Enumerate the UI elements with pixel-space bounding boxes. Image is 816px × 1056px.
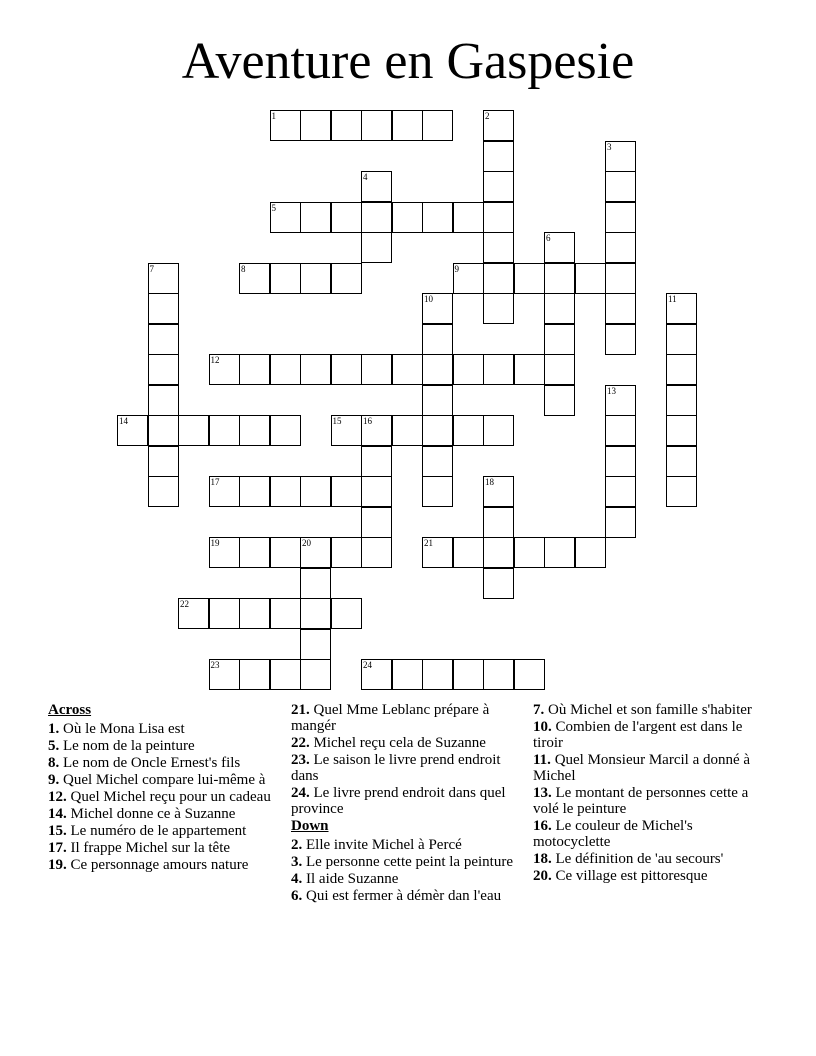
grid-cell[interactable] xyxy=(392,415,423,446)
grid-cell[interactable] xyxy=(666,354,697,385)
grid-cell[interactable] xyxy=(148,324,179,355)
grid-cell[interactable] xyxy=(453,537,484,568)
grid-cell[interactable] xyxy=(361,507,392,538)
grid-cell[interactable] xyxy=(392,659,423,690)
grid-cell[interactable] xyxy=(575,263,606,294)
grid-cell[interactable] xyxy=(666,446,697,477)
grid-cell[interactable] xyxy=(331,537,362,568)
grid-cell[interactable] xyxy=(605,293,636,324)
grid-cell[interactable] xyxy=(300,263,331,294)
cell-number: 2 xyxy=(485,111,490,121)
cell-number: 19 xyxy=(210,538,220,548)
grid-cell[interactable] xyxy=(300,476,331,507)
grid-cell[interactable] xyxy=(331,263,362,294)
grid-cell[interactable] xyxy=(483,537,514,568)
grid-cell[interactable] xyxy=(544,385,575,416)
grid-cell[interactable] xyxy=(239,476,270,507)
grid-cell[interactable] xyxy=(422,415,453,446)
grid-cell[interactable] xyxy=(453,354,484,385)
grid-cell[interactable] xyxy=(666,385,697,416)
cell-number: 8 xyxy=(241,263,246,274)
grid-cell[interactable] xyxy=(666,415,697,446)
grid-cell[interactable] xyxy=(331,476,362,507)
grid-cell[interactable] xyxy=(361,537,392,568)
grid-cell[interactable] xyxy=(148,293,179,324)
cell-number: 21 xyxy=(424,538,433,548)
cell-number: 10 xyxy=(424,294,433,304)
cell-number: 6 xyxy=(546,233,551,243)
cell-number: 12 xyxy=(210,355,220,365)
grid-cell[interactable] xyxy=(483,202,514,233)
grid-cell[interactable] xyxy=(605,415,636,446)
grid-cell[interactable] xyxy=(605,507,636,538)
grid-cell[interactable] xyxy=(239,659,270,690)
grid-cell[interactable] xyxy=(148,446,179,477)
clue-across-23: 23. Le saison le livre prend endroit dans xyxy=(291,752,501,784)
grid-cell[interactable] xyxy=(270,354,301,385)
grid-cell[interactable] xyxy=(331,110,362,141)
grid-cell[interactable] xyxy=(148,385,179,416)
grid-cell[interactable] xyxy=(544,263,575,294)
grid-cell[interactable] xyxy=(300,568,331,599)
cell-number: 16 xyxy=(363,416,372,426)
across-heading: Across xyxy=(48,702,92,718)
grid-cell[interactable] xyxy=(666,324,697,355)
grid-cell[interactable] xyxy=(300,659,331,690)
grid-cell[interactable] xyxy=(300,354,331,385)
grid-cell[interactable] xyxy=(300,629,331,660)
grid-cell[interactable] xyxy=(453,415,484,446)
grid-cell[interactable] xyxy=(483,507,514,538)
clue-down-7: 7. Où Michel et son famille s'habiter xyxy=(533,702,752,718)
grid-cell[interactable] xyxy=(453,659,484,690)
grid-cell[interactable] xyxy=(209,415,240,446)
grid-cell[interactable] xyxy=(148,476,179,507)
grid-cell[interactable] xyxy=(331,202,362,233)
cell-number: 15 xyxy=(332,416,342,426)
cell-number: 7 xyxy=(149,263,154,274)
grid-cell[interactable] xyxy=(361,354,392,385)
grid-cell[interactable] xyxy=(483,263,514,294)
grid-cell[interactable] xyxy=(331,598,362,629)
clue-down-11: 11. Quel Monsieur Marcil a donné à Michel xyxy=(533,752,751,784)
grid-cell[interactable] xyxy=(605,171,636,202)
grid-cell[interactable] xyxy=(239,537,270,568)
grid-cell[interactable] xyxy=(361,232,392,263)
grid-cell[interactable] xyxy=(666,476,697,507)
cell-number: 3 xyxy=(607,141,612,152)
cell-number: 17 xyxy=(210,477,220,487)
clue-across-24: 24. Le livre prend endroit dans quel province xyxy=(291,785,506,817)
clue-down-13: 13. Le montant de personnes cette a volé le peinture xyxy=(533,785,749,817)
grid-cell[interactable] xyxy=(422,324,453,355)
grid-cell[interactable] xyxy=(178,415,209,446)
clue-across-12: 12. Quel Michel reçu pour un cadeau xyxy=(48,789,271,805)
page-title: Aventure en Gaspesie xyxy=(181,33,635,90)
grid-cell[interactable] xyxy=(422,385,453,416)
clue-across-1: 1. Où le Mona Lisa est xyxy=(48,721,185,737)
grid-cell[interactable] xyxy=(392,202,423,233)
grid-cell[interactable] xyxy=(300,202,331,233)
cell-number: 20 xyxy=(302,538,311,548)
grid-cell[interactable] xyxy=(239,598,270,629)
clue-down-20: 20. Ce village est pittoresque xyxy=(533,868,708,884)
grid-cell[interactable] xyxy=(483,141,514,172)
clue-across-17: 17. Il frappe Michel sur la tête xyxy=(48,840,231,856)
grid-cell[interactable] xyxy=(483,232,514,263)
clue-down-3: 3. Le personne cette peint la peinture xyxy=(291,854,513,870)
grid-cell[interactable] xyxy=(483,354,514,385)
cell-number: 14 xyxy=(119,416,128,426)
clue-across-19: 19. Ce personnage amours nature xyxy=(48,857,249,873)
grid-cell[interactable] xyxy=(392,354,423,385)
clue-across-22: 22. Michel reçu cela de Suzanne xyxy=(291,735,486,751)
clues-column-3 xyxy=(533,702,765,885)
grid-cell[interactable] xyxy=(270,537,301,568)
grid-cell[interactable] xyxy=(422,446,453,477)
grid-cell[interactable] xyxy=(270,598,301,629)
grid-cell[interactable] xyxy=(544,324,575,355)
grid-cell[interactable] xyxy=(422,110,453,141)
grid-cell[interactable] xyxy=(514,263,545,294)
cell-number: 13 xyxy=(607,385,616,396)
grid-cell[interactable] xyxy=(300,110,331,141)
grid-cell[interactable] xyxy=(270,659,301,690)
grid-cell[interactable] xyxy=(361,476,392,507)
grid-cell[interactable] xyxy=(422,476,453,507)
clue-down-10: 10. Combien de l'argent est dans le tiroir xyxy=(533,719,743,751)
clue-across-5: 5. Le nom de la peinture xyxy=(48,738,195,754)
grid-cell[interactable] xyxy=(605,476,636,507)
grid-cell[interactable] xyxy=(392,110,423,141)
clue-down-6: 6. Qui est fermer à démèr dan l'eau xyxy=(291,888,502,904)
cell-number: 4 xyxy=(363,172,368,182)
clue-across-21: 21. Quel Mme Leblanc prépare à mangér xyxy=(291,702,490,734)
grid-cell[interactable] xyxy=(422,202,453,233)
grid-cell[interactable] xyxy=(300,598,331,629)
grid-cell[interactable] xyxy=(361,110,392,141)
grid-cell[interactable] xyxy=(544,354,575,385)
clue-across-9: 9. Quel Michel compare lui-même à xyxy=(48,772,266,788)
grid-cell[interactable] xyxy=(209,598,240,629)
grid-cell[interactable] xyxy=(148,415,179,446)
grid-cell[interactable] xyxy=(514,659,545,690)
grid-cell[interactable] xyxy=(483,568,514,599)
clue-across-8: 8. Le nom de Oncle Ernest's fils xyxy=(48,755,241,771)
cell-number: 5 xyxy=(271,202,276,213)
grid-cell[interactable] xyxy=(544,537,575,568)
grid-cell[interactable] xyxy=(514,537,545,568)
down-heading: Down xyxy=(291,818,329,834)
grid-cell[interactable] xyxy=(514,354,545,385)
grid-cell[interactable] xyxy=(605,202,636,233)
grid-cell[interactable] xyxy=(270,263,301,294)
grid-cell[interactable] xyxy=(239,354,270,385)
clue-down-2: 2. Elle invite Michel à Percé xyxy=(291,837,462,853)
cell-number: 11 xyxy=(668,294,677,304)
grid-cell[interactable] xyxy=(270,476,301,507)
clue-down-18: 18. Le définition de 'au secours' xyxy=(533,851,724,867)
clues-column-1 xyxy=(48,702,280,874)
grid-cell[interactable] xyxy=(483,659,514,690)
grid-cell[interactable] xyxy=(270,415,301,446)
grid-cell[interactable] xyxy=(361,202,392,233)
grid-cell[interactable] xyxy=(148,354,179,385)
grid-cell[interactable] xyxy=(483,415,514,446)
grid-cell[interactable] xyxy=(422,659,453,690)
grid-cell[interactable] xyxy=(483,171,514,202)
cell-number: 22 xyxy=(180,599,189,609)
cell-number: 23 xyxy=(210,660,220,670)
clues-column-2 xyxy=(291,702,523,905)
cell-number: 18 xyxy=(485,477,494,487)
grid-cell[interactable] xyxy=(331,354,362,385)
grid-cell[interactable] xyxy=(605,263,636,294)
grid-cell[interactable] xyxy=(239,415,270,446)
grid-cell[interactable] xyxy=(575,537,606,568)
grid-cell[interactable] xyxy=(483,293,514,324)
clue-down-4: 4. Il aide Suzanne xyxy=(291,871,399,887)
cell-number: 1 xyxy=(271,111,276,121)
grid-cell[interactable] xyxy=(361,446,392,477)
clue-across-15: 15. Le numéro de le appartement xyxy=(48,823,247,839)
grid-cell[interactable] xyxy=(422,354,453,385)
grid-cell[interactable] xyxy=(605,324,636,355)
cell-number: 9 xyxy=(454,263,459,274)
cell-number: 24 xyxy=(363,660,372,670)
grid-cell[interactable] xyxy=(605,446,636,477)
clue-down-16: 16. Le couleur de Michel's motocyclette xyxy=(533,818,693,850)
grid-cell[interactable] xyxy=(544,293,575,324)
clue-across-14: 14. Michel donne ce à Suzanne xyxy=(48,806,236,822)
grid-cell[interactable] xyxy=(605,232,636,263)
grid-cell[interactable] xyxy=(453,202,484,233)
